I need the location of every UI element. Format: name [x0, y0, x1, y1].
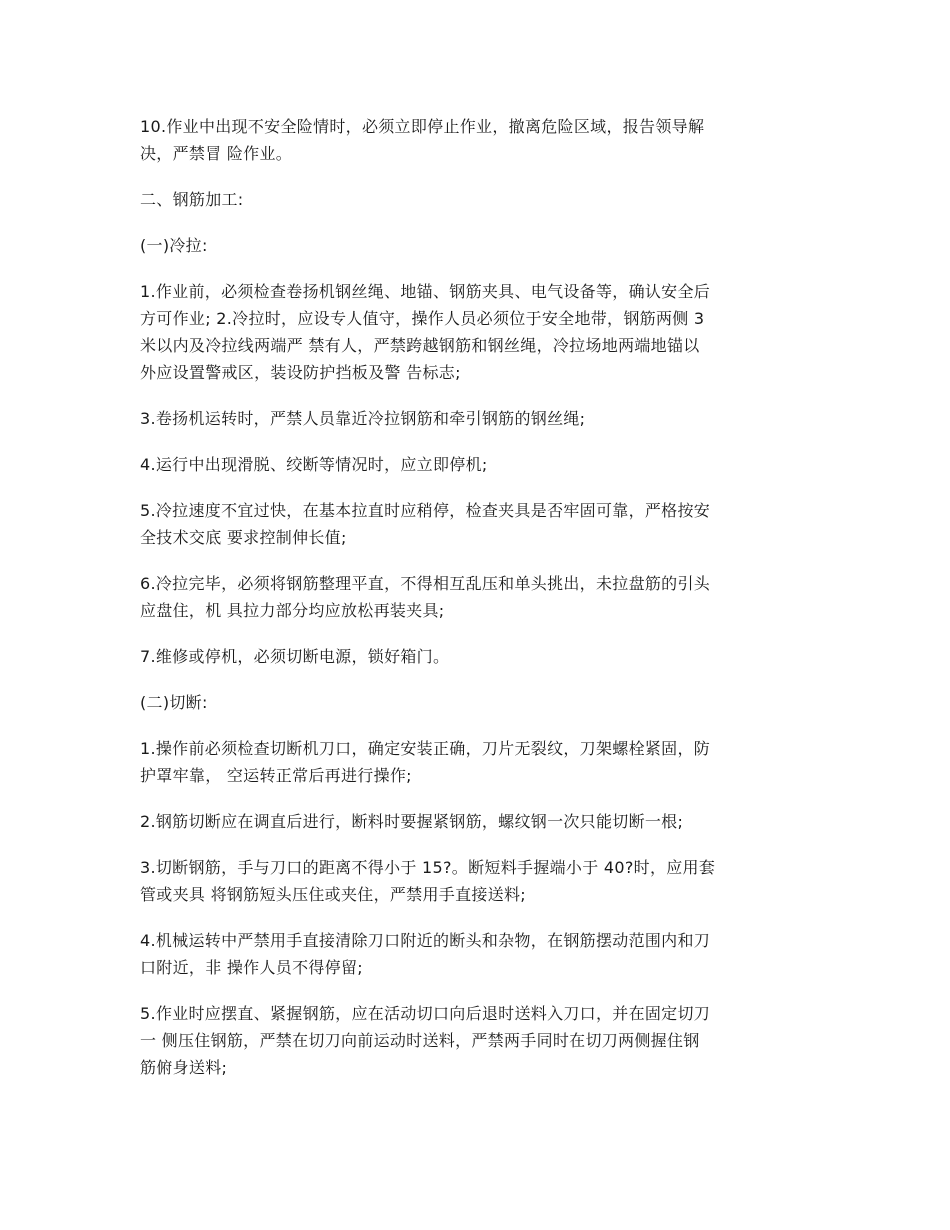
paragraph — [140, 232, 816, 259]
document-page — [140, 113, 816, 1100]
text-line: 口附近，非 操作人员不得停留; — [140, 958, 363, 977]
text-line: 护罩牢靠， 空运转正常后再进行操作; — [140, 766, 412, 785]
text-line: 3.切断钢筋，手与刀口的距离不得小于 15?。断短料手握端小于 40?时，应用套 — [140, 858, 716, 877]
text-line: 应盘住，机 具拉力部分均应放松再装夹具; — [140, 601, 445, 620]
paragraph — [140, 570, 816, 624]
text-line: (二)切断: — [140, 693, 208, 712]
paragraph — [140, 451, 816, 478]
text-line: 4.机械运转中严禁用手直接清除刀口附近的断头和杂物，在钢筋摆动范围内和刀 — [140, 931, 711, 950]
paragraph — [140, 113, 816, 167]
text-line: 筋俯身送料; — [140, 1058, 228, 1077]
text-line: 方可作业; 2.冷拉时，应设专人值守，操作人员必须位于安全地带，钢筋两侧 3 — [140, 309, 705, 328]
text-line: 5.冷拉速度不宜过快，在基本拉直时应稍停，检查夹具是否牢固可靠，严格按安 — [140, 501, 711, 520]
text-line: 米以内及冷拉线两端严 禁有人，严禁跨越钢筋和钢丝绳，冷拉场地两端地锚以 — [140, 336, 700, 355]
text-line: 决，严禁冒 险作业。 — [140, 144, 293, 163]
text-line: 5.作业时应摆直、紧握钢筋，应在活动切口向后退时送料入刀口，并在固定切刀 — [140, 1004, 711, 1023]
text-line: 管或夹具 将钢筋短头压住或夹住，严禁用手直接送料; — [140, 885, 526, 904]
text-line: 1.操作前必须检查切断机刀口，确定安装正确，刀片无裂纹，刀架螺栓紧固，防 — [140, 739, 711, 758]
text-line: 4.运行中出现滑脱、绞断等情况时，应立即停机; — [140, 455, 488, 474]
text-line: (一)冷拉: — [140, 236, 208, 255]
paragraph — [140, 735, 816, 789]
paragraph — [140, 405, 816, 432]
paragraph — [140, 497, 816, 551]
paragraph — [140, 927, 816, 981]
text-line: 2.钢筋切断应在调直后进行，断料时要握紧钢筋，螺纹钢一次只能切断一根; — [140, 812, 684, 831]
text-line: 全技术交底 要求控制伸长值; — [140, 528, 347, 547]
paragraph — [140, 186, 816, 213]
paragraph — [140, 643, 816, 670]
text-line: 10.作业中出现不安全险情时，必须立即停止作业，撤离危险区域，报告领导解 — [140, 117, 705, 136]
paragraph — [140, 1000, 816, 1081]
paragraph — [140, 808, 816, 835]
text-line: 7.维修或停机，必须切断电源，锁好箱门。 — [140, 647, 450, 666]
text-line: 6.冷拉完毕，必须将钢筋整理平直，不得相互乱压和单头挑出，未拉盘筋的引头 — [140, 574, 711, 593]
paragraph — [140, 689, 816, 716]
paragraph — [140, 278, 816, 386]
paragraph — [140, 854, 816, 908]
text-line: 3.卷扬机运转时，严禁人员靠近冷拉钢筋和牵引钢筋的钢丝绳; — [140, 409, 586, 428]
text-line: 外应设置警戒区，装设防护挡板及警 告标志; — [140, 363, 461, 382]
text-line: 二、钢筋加工: — [140, 190, 244, 209]
text-line: 1.作业前，必须检查卷扬机钢丝绳、地锚、钢筋夹具、电气设备等，确认安全后 — [140, 282, 711, 301]
text-line: 一 侧压住钢筋，严禁在切刀向前运动时送料，严禁两手同时在切刀两侧握住钢 — [140, 1031, 700, 1050]
